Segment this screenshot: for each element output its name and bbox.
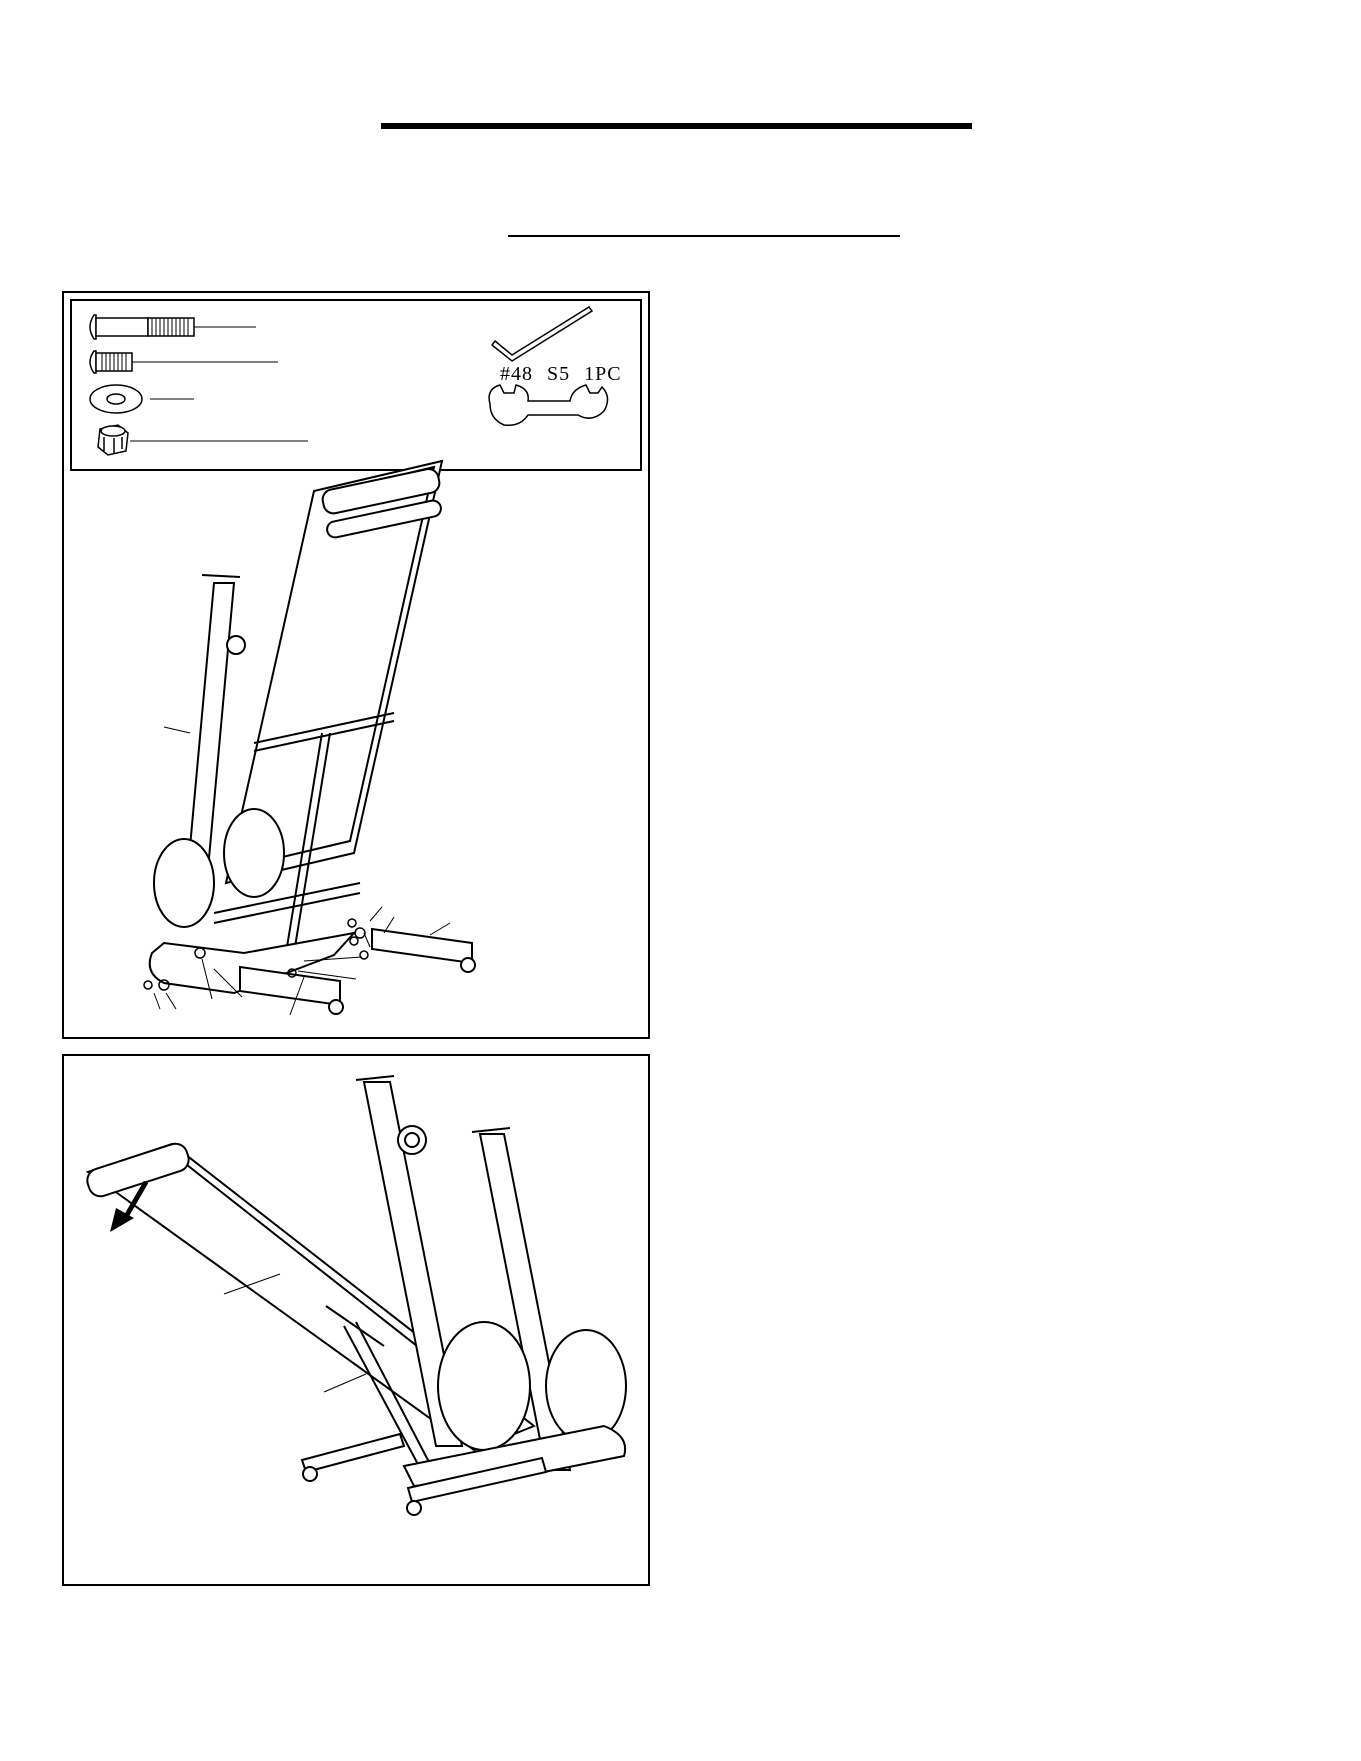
- foot-rail-left-2: [302, 1434, 404, 1472]
- title-rule: [381, 123, 972, 129]
- allen-key-label: #48 S5 1PC: [500, 363, 622, 385]
- assembly-panel-step: [62, 291, 650, 1039]
- flywheel: [154, 839, 214, 927]
- assembly-figure-1: [64, 293, 648, 1037]
- folding-panel: [62, 1054, 650, 1586]
- knob: [227, 636, 245, 654]
- subtitle-rule: [508, 235, 900, 237]
- assembly-figure-2: [64, 1056, 648, 1584]
- foot-rail-right: [372, 929, 472, 963]
- flywheel-2: [438, 1322, 530, 1450]
